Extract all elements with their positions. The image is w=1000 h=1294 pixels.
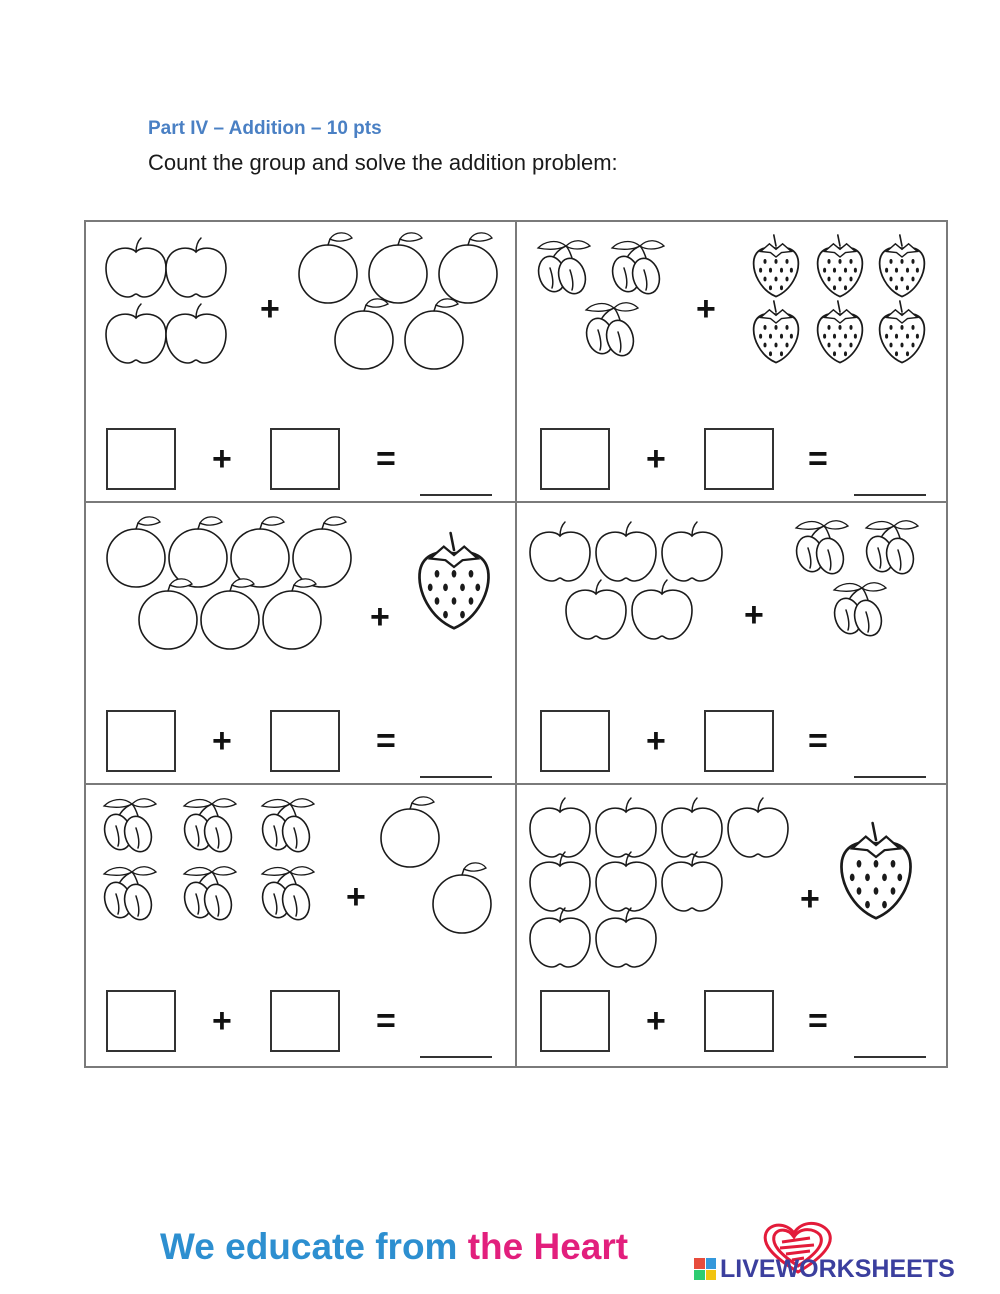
orange-icon (405, 299, 463, 369)
answer-box-first[interactable] (106, 710, 176, 772)
answer-box-first[interactable] (106, 428, 176, 490)
answer-box-second[interactable] (704, 428, 774, 490)
answer-box-first[interactable] (106, 990, 176, 1052)
brand-name: LIVEWORKSHEETS (720, 1254, 955, 1283)
equation-equals: = (376, 722, 396, 760)
answer-box-first[interactable] (540, 710, 610, 772)
fruit-plus-sign: + (800, 880, 820, 918)
logo-badge-icon (694, 1258, 716, 1280)
footer-slogan (160, 1226, 628, 1268)
plum-icon (181, 867, 236, 923)
apple-icon (596, 852, 656, 911)
fruit-group-art (516, 784, 948, 974)
apple-icon (596, 908, 656, 967)
answer-box-second[interactable] (270, 710, 340, 772)
plum-icon (793, 521, 848, 577)
apple-icon (632, 580, 692, 639)
result-answer-line[interactable] (854, 464, 926, 496)
result-answer-line[interactable] (854, 746, 926, 778)
orange-icon (433, 863, 491, 933)
apple-icon (728, 798, 788, 857)
fruit-group-art (84, 502, 516, 692)
result-answer-line[interactable] (420, 746, 492, 778)
orange-icon (369, 233, 427, 303)
equation-equals: = (376, 1002, 396, 1040)
orange-icon (107, 517, 165, 587)
orange-icon (201, 579, 259, 649)
orange-icon (335, 299, 393, 369)
equation-plus: + (646, 1002, 666, 1040)
orange-icon (439, 233, 497, 303)
plum-icon (259, 867, 314, 923)
fruit-group-art (516, 220, 948, 410)
apple-icon (106, 238, 166, 297)
plum-icon (259, 799, 314, 855)
orange-icon (169, 517, 227, 587)
orange-icon (263, 579, 321, 649)
instruction-text: Count the group and solve the addition problem: (148, 150, 618, 175)
plum-icon (101, 867, 156, 923)
result-answer-line[interactable] (420, 1026, 492, 1058)
fruit-group-art (84, 220, 516, 410)
liveworksheets-logo[interactable] (694, 1254, 955, 1284)
apple-icon (566, 580, 626, 639)
apple-icon (596, 522, 656, 581)
equation-plus: + (212, 440, 232, 478)
problem-cell (516, 220, 948, 502)
equation-equals: = (376, 440, 396, 478)
plum-icon (583, 303, 638, 359)
orange-icon (299, 233, 357, 303)
result-answer-line[interactable] (420, 464, 492, 496)
fruit-plus-sign: + (696, 290, 716, 328)
problem-cell (516, 784, 948, 1066)
equation-equals: = (808, 722, 828, 760)
strawberry-icon (841, 823, 910, 918)
fruit-plus-sign: + (744, 596, 764, 634)
strawberry-icon (419, 533, 488, 628)
equation-plus: + (646, 440, 666, 478)
strawberry-icon (818, 301, 863, 363)
apple-icon (662, 522, 722, 581)
plum-icon (831, 583, 886, 639)
orange-icon (293, 517, 351, 587)
fruit-plus-sign: + (260, 290, 280, 328)
equation-equals: = (808, 1002, 828, 1040)
problem-cell (84, 502, 516, 784)
apple-icon (530, 908, 590, 967)
fruit-group-art (516, 502, 948, 692)
plum-icon (609, 241, 664, 297)
problem-grid (84, 220, 948, 1068)
problem-cell (84, 220, 516, 502)
apple-icon (106, 304, 166, 363)
apple-icon (166, 238, 226, 297)
problem-cell (84, 784, 516, 1066)
answer-box-second[interactable] (704, 710, 774, 772)
plum-icon (181, 799, 236, 855)
plum-icon (535, 241, 590, 297)
apple-icon (596, 798, 656, 857)
fruit-group-art (84, 784, 516, 974)
strawberry-icon (754, 235, 799, 297)
apple-icon (166, 304, 226, 363)
plum-icon (863, 521, 918, 577)
orange-icon (231, 517, 289, 587)
answer-box-second[interactable] (704, 990, 774, 1052)
answer-box-first[interactable] (540, 990, 610, 1052)
equation-plus: + (212, 1002, 232, 1040)
strawberry-icon (880, 301, 925, 363)
page-title: Part IV – Addition – 10 pts (148, 118, 382, 139)
equation-plus: + (212, 722, 232, 760)
equation-equals: = (808, 440, 828, 478)
apple-icon (530, 798, 590, 857)
answer-box-second[interactable] (270, 428, 340, 490)
orange-icon (139, 579, 197, 649)
fruit-plus-sign: + (370, 598, 390, 636)
strawberry-icon (818, 235, 863, 297)
plum-icon (101, 799, 156, 855)
apple-icon (530, 852, 590, 911)
result-answer-line[interactable] (854, 1026, 926, 1058)
problem-cell (516, 502, 948, 784)
apple-icon (662, 852, 722, 911)
fruit-plus-sign: + (346, 878, 366, 916)
strawberry-icon (880, 235, 925, 297)
answer-box-first[interactable] (540, 428, 610, 490)
apple-icon (662, 798, 722, 857)
apple-icon (530, 522, 590, 581)
equation-plus: + (646, 722, 666, 760)
orange-icon (381, 797, 439, 867)
answer-box-second[interactable] (270, 990, 340, 1052)
slogan-part-two: the Heart (467, 1226, 629, 1267)
slogan-part-one: We educate from (160, 1226, 468, 1267)
strawberry-icon (754, 301, 799, 363)
